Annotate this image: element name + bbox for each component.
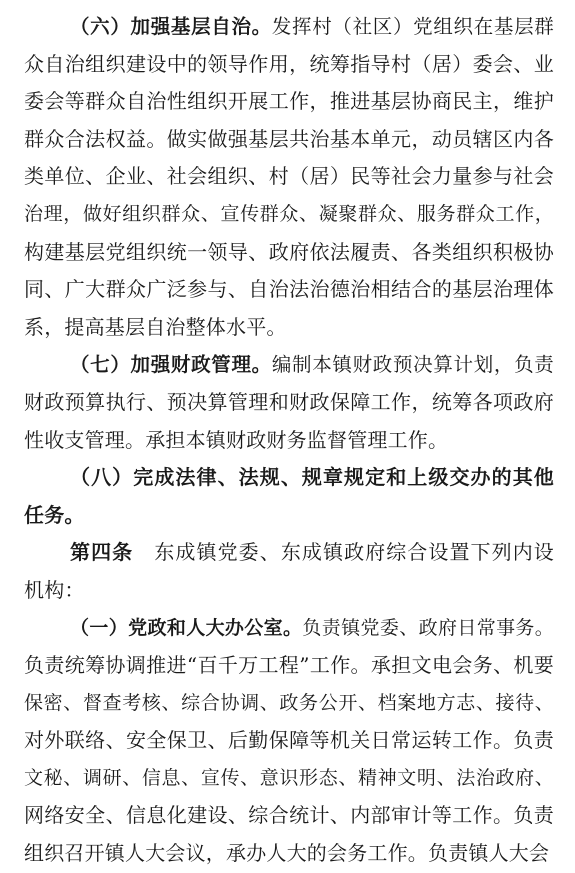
paragraph-first-line xyxy=(24,610,554,648)
body-text: 同、广大群众广泛参与、自治法治德治相结合的基层治理体 xyxy=(24,277,554,302)
paragraph-line xyxy=(24,835,554,873)
paragraph-first-line xyxy=(24,459,554,497)
paragraph-first-line xyxy=(24,346,554,384)
paragraph-line xyxy=(24,83,554,121)
heading-text: （八）完成法律、法规、规章规定和上级交办的其他 xyxy=(70,465,554,490)
body-text: 治理，做好组织群众、宣传群众、凝聚群众、服务群众工作， xyxy=(24,202,554,225)
paragraph-line xyxy=(24,685,554,723)
paragraph-first-line xyxy=(24,8,554,46)
paragraph-line xyxy=(24,797,554,835)
heading-text: 任务。 xyxy=(24,502,85,527)
heading-text: 第四条 xyxy=(70,540,134,565)
body-text: 东成镇党委、东成镇政府综合设置下列内设 xyxy=(133,540,554,565)
body-text: 委会等群众自治性组织开展工作，推进基层协商民主，维护 xyxy=(24,89,554,114)
body-text: 对外联络、安全保卫、后勤保障等机关日常运转工作。负责 xyxy=(24,728,554,753)
body-text: 发挥村（社区）党组织在基层群 xyxy=(271,15,554,38)
paragraph-line xyxy=(24,121,554,159)
body-text: 组织召开镇人大会议，承办人大的会务工作。负责镇人大会 xyxy=(24,841,550,866)
paragraph-line xyxy=(24,760,554,798)
paragraph-line xyxy=(24,46,554,84)
paragraph-line xyxy=(24,234,554,272)
document-body xyxy=(24,8,554,873)
body-text: 编制本镇财政预决算计划，负责 xyxy=(271,353,554,377)
body-text: 负责统筹协调推进“百千万工程”工作。承担文电会务、机要 xyxy=(24,653,554,678)
paragraph-line xyxy=(24,384,554,422)
paragraph-line xyxy=(24,647,554,685)
heading-text: （六）加强基层自治。 xyxy=(70,15,272,38)
body-text: 保密、督查考核、综合协调、政务公开、档案地方志、接待、 xyxy=(24,691,554,714)
paragraph-first-line xyxy=(24,534,554,572)
paragraph-line xyxy=(24,158,554,196)
paragraph-line xyxy=(24,722,554,760)
body-text: 众自治组织建设中的领导作用，统筹指导村（居）委会、业 xyxy=(24,51,554,76)
body-text: 系，提高基层自治整体水平。 xyxy=(24,314,287,339)
body-text: 群众合法权益。做实做强基层共治基本单元，动员辖区内各 xyxy=(24,126,554,151)
body-text: 构建基层党组织统一领导、政府依法履责、各类组织积极协 xyxy=(24,239,554,264)
heading-text: （一）党政和人大办公室。 xyxy=(70,616,303,639)
body-text: 财政预算执行、预决算管理和财政保障工作，统筹各项政府 xyxy=(24,389,554,414)
body-text: 网络安全、信息化建设、综合统计、内部审计等工作。负责 xyxy=(24,803,554,828)
body-text: 类单位、企业、社会组织、村（居）民等社会力量参与社会 xyxy=(24,164,554,189)
paragraph-line xyxy=(24,497,554,535)
paragraph-line xyxy=(24,572,554,610)
body-text: 负责镇党委、政府日常事务。 xyxy=(302,616,554,639)
paragraph-line xyxy=(24,422,554,460)
paragraph-line xyxy=(24,309,554,347)
paragraph-line xyxy=(24,271,554,309)
paragraph-line xyxy=(24,196,554,234)
body-text: 文秘、调研、信息、宣传、意识形态、精神文明、法治政府、 xyxy=(24,766,554,789)
heading-text: （七）加强财政管理。 xyxy=(70,353,272,377)
body-text: 机构： xyxy=(24,577,85,602)
body-text: 性收支管理。承担本镇财政财务监督管理工作。 xyxy=(24,427,449,452)
